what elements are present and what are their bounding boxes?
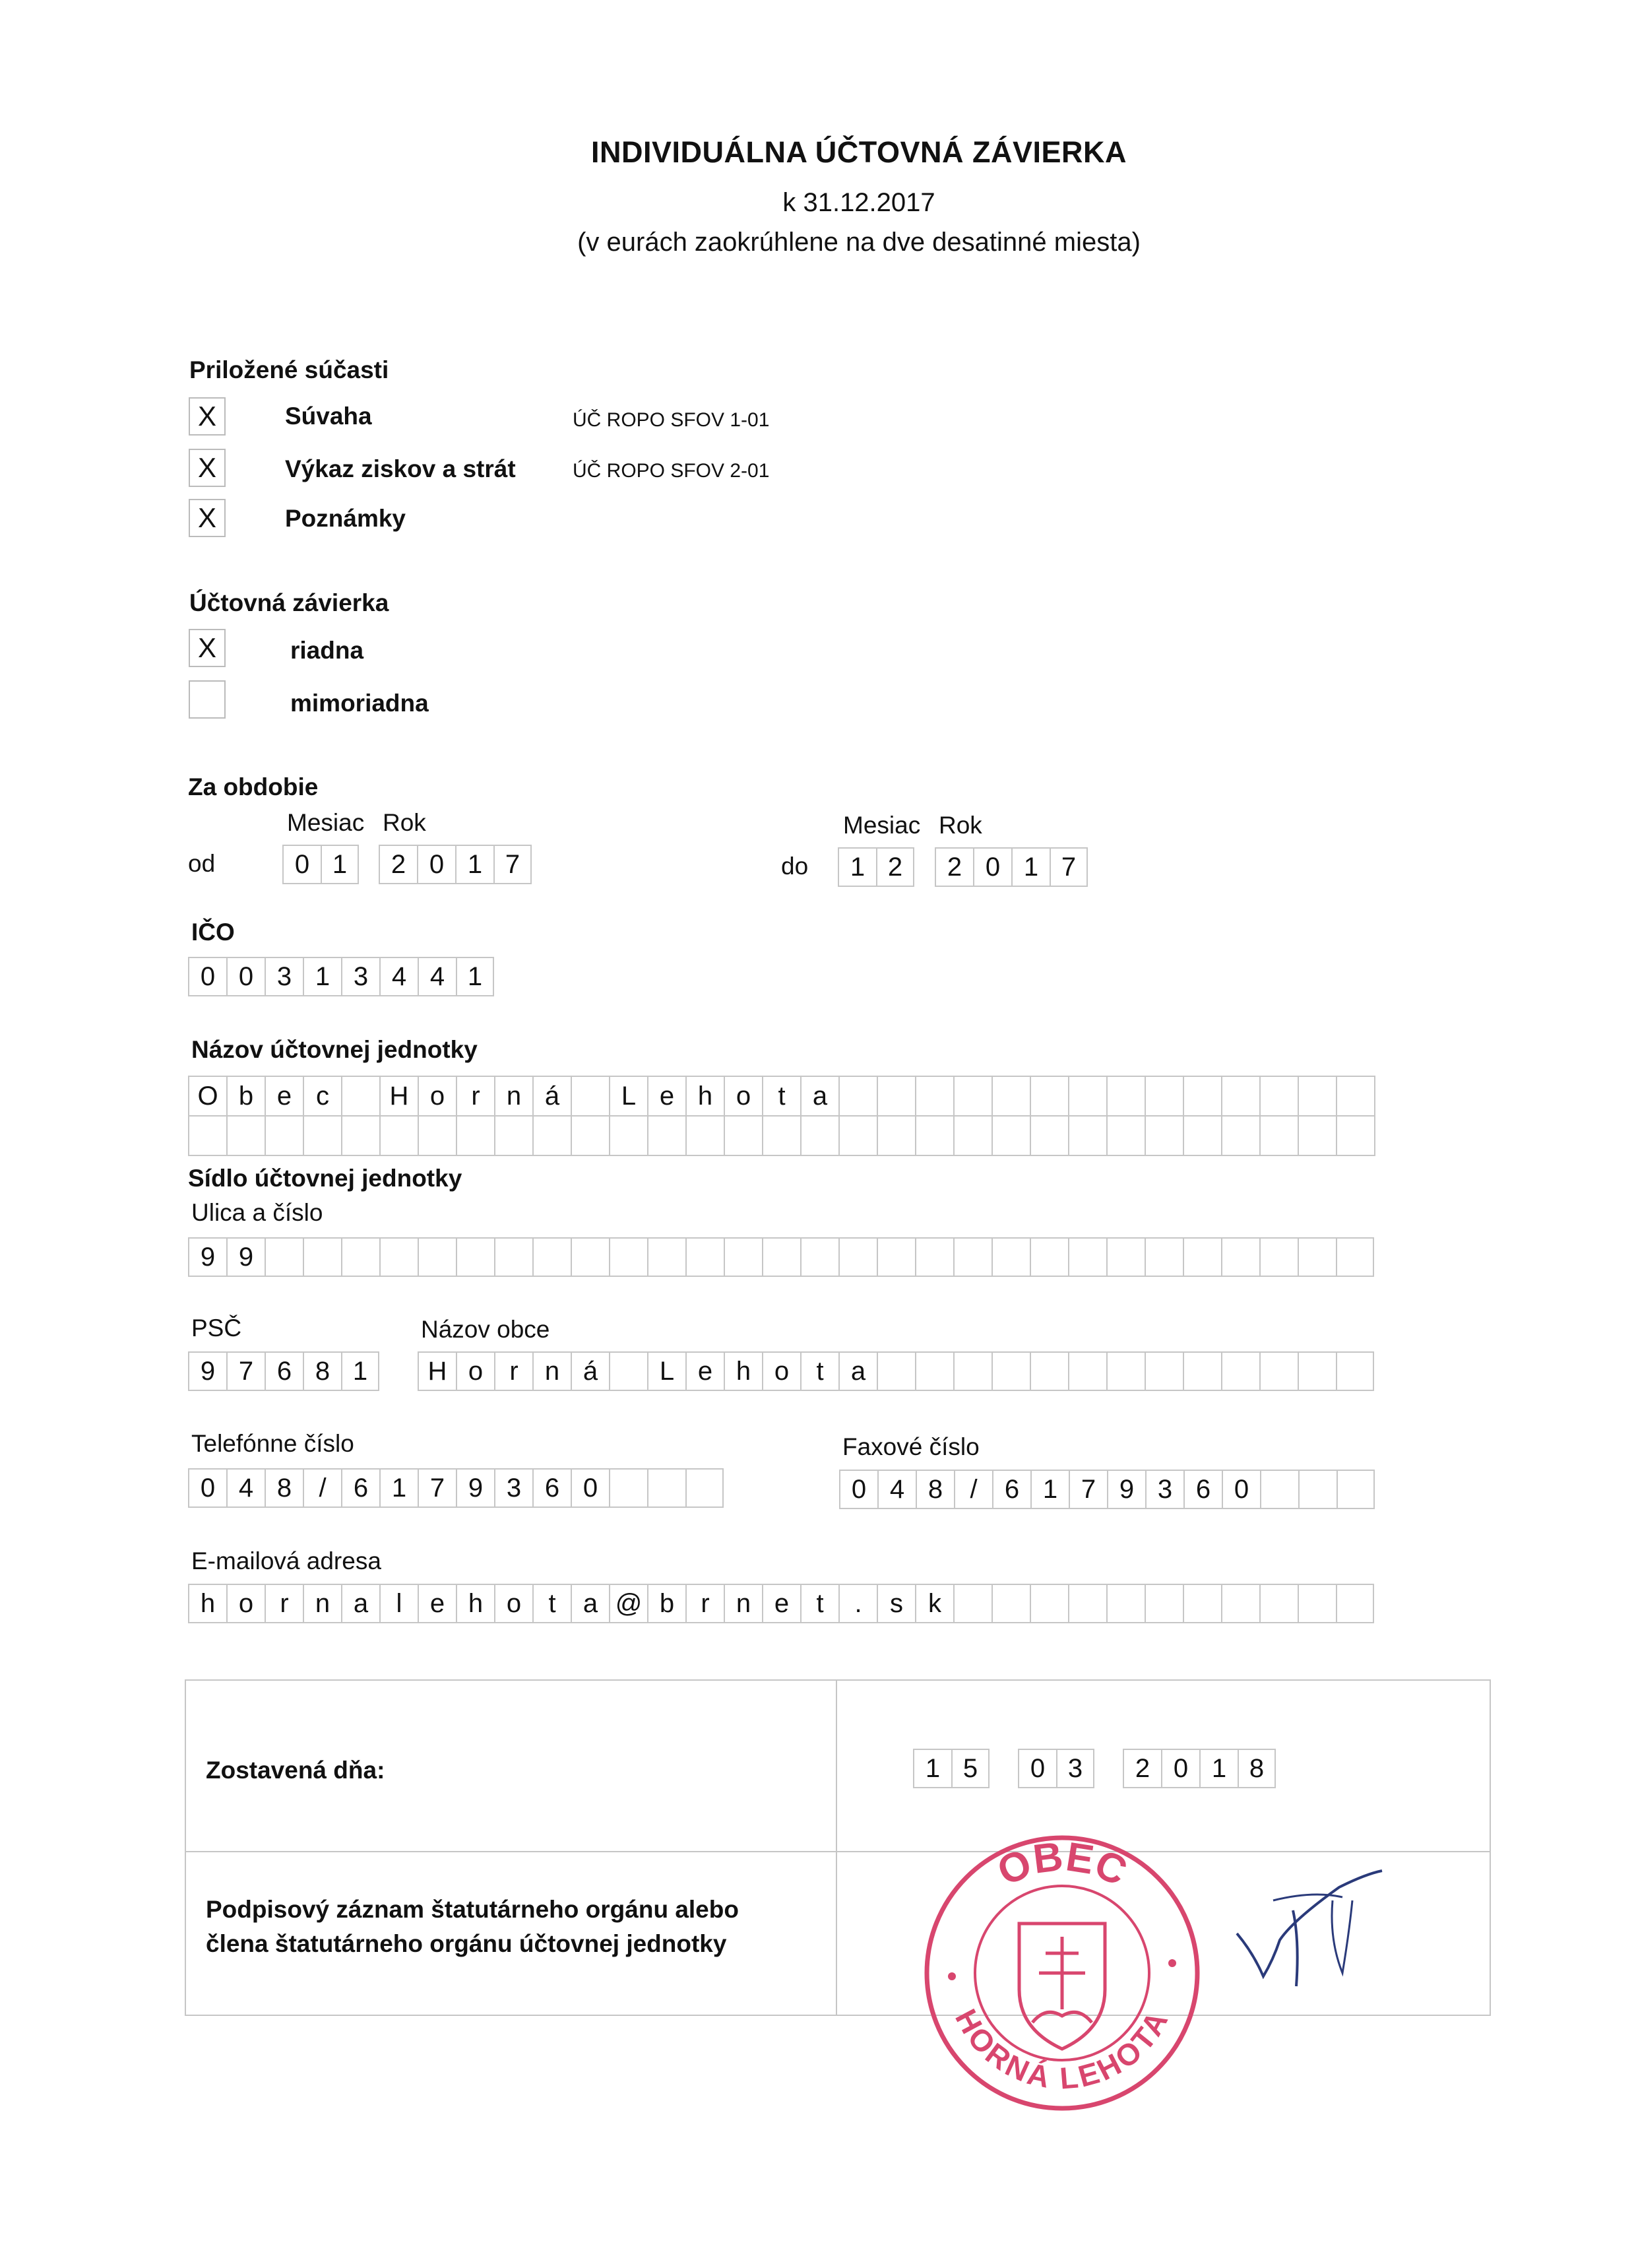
- char-cell: [1030, 1584, 1068, 1623]
- compiled-year-field[interactable]: [1123, 1749, 1276, 1788]
- char-cell: 0: [1018, 1749, 1056, 1788]
- char-cell: [456, 1115, 494, 1155]
- char-cell: a: [571, 1584, 609, 1623]
- char-cell: [1145, 1584, 1183, 1623]
- char-cell: [647, 1468, 685, 1508]
- phone-label: Telefónne číslo: [191, 1430, 354, 1457]
- char-cell: [1298, 1351, 1336, 1391]
- char-cell: /: [303, 1468, 341, 1508]
- char-cell: h: [724, 1351, 762, 1391]
- to-label: do: [781, 853, 809, 880]
- compiled-day-field[interactable]: [913, 1749, 990, 1788]
- coat-of-arms-icon: [1019, 1924, 1105, 2049]
- char-cell: /: [954, 1470, 992, 1509]
- char-cell: [991, 1237, 1030, 1277]
- char-cell: t: [800, 1584, 838, 1623]
- char-cell: [1336, 1584, 1374, 1623]
- char-cell: t: [762, 1076, 800, 1115]
- checkbox-poznamky[interactable]: X: [189, 499, 226, 537]
- attachment-label-poznamky: Poznámky: [285, 505, 406, 532]
- char-cell: [1336, 1351, 1374, 1391]
- char-cell: 0: [282, 845, 321, 884]
- char-cell: [609, 1115, 647, 1155]
- char-cell: 4: [379, 957, 418, 996]
- ico-field[interactable]: [188, 957, 494, 996]
- char-cell: [1030, 1115, 1068, 1155]
- char-cell: 7: [418, 1468, 456, 1508]
- char-cell: 1: [456, 957, 494, 996]
- char-cell: 0: [1161, 1749, 1199, 1788]
- document-title: INDIVIDUÁLNA ÚČTOVNÁ ZÁVIERKA: [590, 135, 1127, 169]
- char-cell: [953, 1237, 991, 1277]
- char-cell: a: [800, 1076, 838, 1115]
- char-cell: @: [609, 1584, 647, 1623]
- char-cell: 6: [1183, 1470, 1222, 1509]
- char-cell: 4: [226, 1468, 265, 1508]
- char-cell: o: [762, 1351, 800, 1391]
- char-cell: [800, 1237, 838, 1277]
- char-cell: [1068, 1237, 1106, 1277]
- char-cell: [800, 1115, 838, 1155]
- char-cell: r: [494, 1351, 532, 1391]
- char-cell: [1259, 1076, 1298, 1115]
- char-cell: [1336, 1076, 1374, 1115]
- char-cell: c: [303, 1076, 341, 1115]
- char-cell: r: [265, 1584, 303, 1623]
- char-cell: [1298, 1470, 1337, 1509]
- checkbox-vykaz[interactable]: X: [189, 449, 226, 487]
- char-cell: 1: [838, 847, 876, 887]
- char-cell: [1259, 1237, 1298, 1277]
- to-year-field[interactable]: [935, 847, 1088, 887]
- email-field[interactable]: [188, 1584, 1374, 1623]
- char-cell: [724, 1237, 762, 1277]
- char-cell: 0: [188, 1468, 226, 1508]
- char-cell: b: [647, 1584, 685, 1623]
- char-cell: 8: [303, 1351, 341, 1391]
- char-cell: [838, 1237, 877, 1277]
- signature-label-line1: Podpisový záznam štatutárneho orgánu alebo: [206, 1896, 739, 1923]
- compiled-month-field[interactable]: [1018, 1749, 1094, 1788]
- char-cell: 9: [226, 1237, 265, 1277]
- handwritten-signature: [1234, 1861, 1385, 1999]
- char-cell: 1: [1030, 1470, 1069, 1509]
- compiled-label: Zostavená dňa:: [206, 1757, 385, 1784]
- char-cell: [1068, 1584, 1106, 1623]
- char-cell: [1145, 1237, 1183, 1277]
- char-cell: [609, 1468, 647, 1508]
- char-cell: [1259, 1584, 1298, 1623]
- char-cell: o: [724, 1076, 762, 1115]
- char-cell: [1030, 1237, 1068, 1277]
- char-cell: 9: [188, 1237, 226, 1277]
- char-cell: [265, 1237, 303, 1277]
- char-cell: [647, 1115, 685, 1155]
- char-cell: [1298, 1237, 1336, 1277]
- char-cell: t: [532, 1584, 571, 1623]
- zip-label: PSČ: [191, 1314, 242, 1342]
- char-cell: [1260, 1470, 1298, 1509]
- signature-label-line2: člena štatutárneho orgánu účtovnej jednotky: [206, 1930, 727, 1957]
- char-cell: [647, 1237, 685, 1277]
- street-field[interactable]: [188, 1237, 1374, 1277]
- street-label: Ulica a číslo: [191, 1199, 323, 1226]
- char-cell: [877, 1076, 915, 1115]
- stamp-top-text: OBEC: [990, 1833, 1134, 1895]
- date-line: k 31.12.2017: [782, 188, 935, 217]
- char-cell: [456, 1237, 494, 1277]
- char-cell: 0: [188, 957, 226, 996]
- fax-field[interactable]: [839, 1470, 1375, 1509]
- char-cell: 7: [226, 1351, 265, 1391]
- char-cell: e: [762, 1584, 800, 1623]
- char-cell: [1221, 1237, 1259, 1277]
- char-cell: [838, 1076, 877, 1115]
- char-cell: b: [226, 1076, 265, 1115]
- char-cell: 2: [379, 845, 417, 884]
- char-cell: 0: [571, 1468, 609, 1508]
- char-cell: [1106, 1351, 1145, 1391]
- official-stamp: [914, 1825, 1211, 2122]
- to-month-field[interactable]: [838, 847, 914, 887]
- char-cell: [1183, 1237, 1221, 1277]
- entity-name-field[interactable]: [188, 1076, 1375, 1156]
- char-cell: [341, 1076, 379, 1115]
- char-cell: [494, 1115, 532, 1155]
- char-cell: [341, 1115, 379, 1155]
- char-cell: a: [838, 1351, 877, 1391]
- char-cell: 1: [341, 1351, 379, 1391]
- char-cell: 7: [1069, 1470, 1107, 1509]
- char-cell: [991, 1584, 1030, 1623]
- char-cell: [953, 1584, 991, 1623]
- from-label: od: [188, 850, 216, 877]
- char-cell: n: [724, 1584, 762, 1623]
- char-cell: t: [800, 1351, 838, 1391]
- char-cell: 6: [992, 1470, 1030, 1509]
- char-cell: 1: [379, 1468, 418, 1508]
- char-cell: [1221, 1076, 1259, 1115]
- char-cell: [1221, 1584, 1259, 1623]
- email-label: E-mailová adresa: [191, 1547, 381, 1574]
- char-cell: [1068, 1076, 1106, 1115]
- char-cell: h: [188, 1584, 226, 1623]
- char-cell: [571, 1237, 609, 1277]
- char-cell: H: [379, 1076, 418, 1115]
- char-cell: 0: [226, 957, 265, 996]
- char-cell: 2: [1123, 1749, 1161, 1788]
- char-cell: [953, 1351, 991, 1391]
- char-cell: [303, 1115, 341, 1155]
- char-cell: L: [647, 1351, 685, 1391]
- char-cell: [1068, 1351, 1106, 1391]
- char-cell: l: [379, 1584, 418, 1623]
- char-cell: 1: [321, 845, 359, 884]
- char-cell: [1298, 1584, 1336, 1623]
- char-cell: e: [685, 1351, 724, 1391]
- char-cell: 6: [532, 1468, 571, 1508]
- char-cell: [341, 1237, 379, 1277]
- char-cell: h: [685, 1076, 724, 1115]
- checkbox-riadna[interactable]: X: [189, 629, 226, 667]
- char-cell: 8: [916, 1470, 954, 1509]
- char-cell: [685, 1468, 724, 1508]
- char-cell: L: [609, 1076, 647, 1115]
- char-cell: [1030, 1351, 1068, 1391]
- char-cell: [991, 1351, 1030, 1391]
- from-month-label: Mesiac: [287, 809, 365, 836]
- char-cell: [1106, 1076, 1145, 1115]
- char-cell: 7: [1050, 847, 1088, 887]
- char-cell: [685, 1115, 724, 1155]
- char-cell: 3: [1145, 1470, 1183, 1509]
- char-cell: [1030, 1076, 1068, 1115]
- char-cell: [1298, 1076, 1336, 1115]
- char-cell: [609, 1351, 647, 1391]
- char-cell: e: [647, 1076, 685, 1115]
- char-cell: o: [418, 1076, 456, 1115]
- char-cell: [877, 1351, 915, 1391]
- char-cell: o: [456, 1351, 494, 1391]
- char-cell: 4: [418, 957, 456, 996]
- char-cell: k: [915, 1584, 953, 1623]
- char-cell: n: [494, 1076, 532, 1115]
- fax-label: Faxové číslo: [842, 1433, 980, 1460]
- char-cell: s: [877, 1584, 915, 1623]
- char-cell: 1: [1199, 1749, 1238, 1788]
- char-cell: [494, 1237, 532, 1277]
- attachment-code-suvaha: ÚČ ROPO SFOV 1-01: [573, 409, 770, 431]
- char-cell: [1259, 1351, 1298, 1391]
- char-cell: r: [685, 1584, 724, 1623]
- from-month-field[interactable]: [282, 845, 359, 884]
- char-cell: 7: [493, 845, 532, 884]
- char-cell: [1221, 1351, 1259, 1391]
- char-cell: [915, 1237, 953, 1277]
- char-cell: [991, 1115, 1030, 1155]
- char-cell: 0: [417, 845, 455, 884]
- char-cell: 0: [973, 847, 1011, 887]
- char-cell: [226, 1115, 265, 1155]
- char-cell: 1: [1011, 847, 1050, 887]
- char-cell: [188, 1115, 226, 1155]
- ico-heading: IČO: [191, 919, 235, 946]
- checkbox-suvaha[interactable]: X: [189, 397, 226, 436]
- char-cell: 0: [1222, 1470, 1260, 1509]
- char-cell: 8: [265, 1468, 303, 1508]
- char-cell: 3: [494, 1468, 532, 1508]
- char-cell: [1298, 1115, 1336, 1155]
- char-cell: [379, 1115, 418, 1155]
- char-cell: h: [456, 1584, 494, 1623]
- zip-field[interactable]: [188, 1351, 379, 1391]
- char-cell: [762, 1237, 800, 1277]
- char-cell: [532, 1115, 571, 1155]
- char-cell: [991, 1076, 1030, 1115]
- char-cell: [1145, 1351, 1183, 1391]
- char-cell: 3: [265, 957, 303, 996]
- stamp-bottom-text: HORNÁ LEHOTA: [949, 2003, 1176, 2096]
- char-cell: [1183, 1584, 1221, 1623]
- char-cell: 6: [265, 1351, 303, 1391]
- char-cell: [762, 1115, 800, 1155]
- char-cell: 1: [303, 957, 341, 996]
- from-year-label: Rok: [383, 809, 426, 836]
- char-cell: 8: [1238, 1749, 1276, 1788]
- char-cell: [915, 1076, 953, 1115]
- closing-type-heading: Účtovná závierka: [189, 589, 389, 616]
- char-cell: [609, 1237, 647, 1277]
- currency-note: (v eurách zaokrúhlene na dve desatinné miesta): [577, 228, 1141, 257]
- char-cell: [1145, 1076, 1183, 1115]
- char-cell: [1336, 1115, 1374, 1155]
- char-cell: [1106, 1115, 1145, 1155]
- char-cell: [685, 1237, 724, 1277]
- char-cell: [1068, 1115, 1106, 1155]
- char-cell: [724, 1115, 762, 1155]
- from-year-field[interactable]: [379, 845, 532, 884]
- address-heading: Sídlo účtovnej jednotky: [188, 1165, 462, 1192]
- char-cell: 1: [455, 845, 493, 884]
- char-cell: [532, 1237, 571, 1277]
- char-cell: [418, 1237, 456, 1277]
- char-cell: 5: [951, 1749, 990, 1788]
- char-cell: e: [418, 1584, 456, 1623]
- char-cell: [1336, 1237, 1374, 1277]
- char-cell: [418, 1115, 456, 1155]
- checkbox-mimoriadna[interactable]: [189, 680, 226, 719]
- char-cell: [953, 1076, 991, 1115]
- char-cell: [1106, 1237, 1145, 1277]
- char-cell: [1221, 1115, 1259, 1155]
- signature-box-divider-horizontal: [185, 1851, 1491, 1852]
- char-cell: [915, 1115, 953, 1155]
- char-cell: H: [418, 1351, 456, 1391]
- signature-box-divider-vertical: [836, 1679, 837, 2016]
- char-cell: [953, 1115, 991, 1155]
- char-cell: n: [532, 1351, 571, 1391]
- char-cell: o: [226, 1584, 265, 1623]
- char-cell: 1: [913, 1749, 951, 1788]
- char-cell: a: [341, 1584, 379, 1623]
- char-cell: á: [532, 1076, 571, 1115]
- char-cell: 0: [839, 1470, 877, 1509]
- char-cell: [877, 1237, 915, 1277]
- char-cell: [877, 1115, 915, 1155]
- phone-field[interactable]: [188, 1468, 724, 1508]
- city-field[interactable]: [418, 1351, 1374, 1391]
- char-cell: [1183, 1115, 1221, 1155]
- attachments-heading: Priložené súčasti: [189, 356, 389, 383]
- to-year-label: Rok: [939, 812, 982, 839]
- char-cell: O: [188, 1076, 226, 1115]
- char-cell: [265, 1115, 303, 1155]
- char-cell: [1183, 1076, 1221, 1115]
- char-cell: 2: [876, 847, 914, 887]
- char-cell: n: [303, 1584, 341, 1623]
- city-label: Názov obce: [421, 1316, 550, 1343]
- closing-label-mimoriadna: mimoriadna: [290, 690, 429, 717]
- attachment-label-suvaha: Súvaha: [285, 403, 372, 430]
- char-cell: 2: [935, 847, 973, 887]
- char-cell: [915, 1351, 953, 1391]
- char-cell: 9: [188, 1351, 226, 1391]
- attachment-code-vykaz: ÚČ ROPO SFOV 2-01: [573, 460, 770, 482]
- attachment-label-vykaz: Výkaz ziskov a strát: [285, 455, 516, 482]
- char-cell: r: [456, 1076, 494, 1115]
- char-cell: [838, 1115, 877, 1155]
- char-cell: [571, 1076, 609, 1115]
- char-cell: 9: [456, 1468, 494, 1508]
- char-cell: [379, 1237, 418, 1277]
- char-cell: [571, 1115, 609, 1155]
- char-cell: o: [494, 1584, 532, 1623]
- char-cell: á: [571, 1351, 609, 1391]
- entity-name-heading: Názov účtovnej jednotky: [191, 1036, 478, 1063]
- char-cell: 9: [1107, 1470, 1145, 1509]
- period-heading: Za obdobie: [188, 773, 319, 800]
- closing-label-riadna: riadna: [290, 637, 364, 664]
- char-cell: [1259, 1115, 1298, 1155]
- char-cell: [1337, 1470, 1375, 1509]
- char-cell: [1145, 1115, 1183, 1155]
- char-cell: 4: [877, 1470, 916, 1509]
- char-cell: [303, 1237, 341, 1277]
- to-month-label: Mesiac: [843, 812, 921, 839]
- char-cell: 3: [1056, 1749, 1094, 1788]
- char-cell: e: [265, 1076, 303, 1115]
- char-cell: [1106, 1584, 1145, 1623]
- char-cell: [1183, 1351, 1221, 1391]
- char-cell: .: [838, 1584, 877, 1623]
- char-cell: 3: [341, 957, 379, 996]
- char-cell: 6: [341, 1468, 379, 1508]
